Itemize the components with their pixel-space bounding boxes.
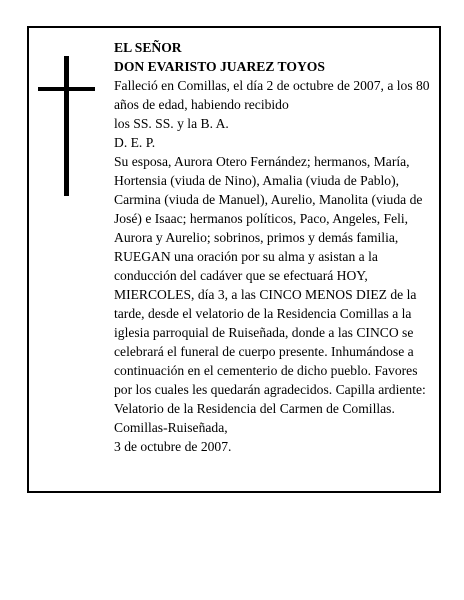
- place-line: Comillas-Ruiseñada,: [114, 420, 228, 435]
- date-line: 3 de octubre de 2007.: [114, 439, 232, 454]
- death-info: Falleció en Comillas, el día 2 de octubre de 2007, a los 80 años de edad, habiendo recibido: [114, 78, 430, 112]
- sacraments-line: los SS. SS. y la B. A.: [114, 116, 229, 131]
- rip-line: D. E. P.: [114, 135, 156, 150]
- obituary-text: [114, 38, 432, 456]
- request-paragraph: RUEGAN una oración por su alma y asistan a la conducción del cadáver que se efectuará HOY, MIERCOLES, día 3, a las CINCO MENOS DIEZ de la tarde, desde el velatorio de la Residencia Comillas a la iglesia parroquial de Ruiseñada, donde a las CINCO se celebrará el funeral de cuerpo presente. Inhumándose a continuación en el cementerio de dicho pueblo. Favores por los cuales les quedarán agradecidos. Capilla ardiente: Velatorio de la Residencia del Carmen de Comillas.: [114, 249, 426, 416]
- cross-icon-crossbar: [38, 87, 95, 91]
- cross-icon: [64, 56, 69, 196]
- deceased-name: DON EVARISTO JUAREZ TOYOS: [114, 59, 325, 74]
- family-paragraph: Su esposa, Aurora Otero Fernández; hermanos, María, Hortensia (viuda de Nino), Amalia (viuda de Pablo), Carmina (viuda de Manuel), Aurelio, Manolita (viuda de José) e Isaac; hermanos políticos, Paco, Angeles, Feli, Aurora y Aurelio; sobrinos, primos y demás familia,: [114, 154, 423, 245]
- deceased-title: EL SEÑOR: [114, 40, 182, 55]
